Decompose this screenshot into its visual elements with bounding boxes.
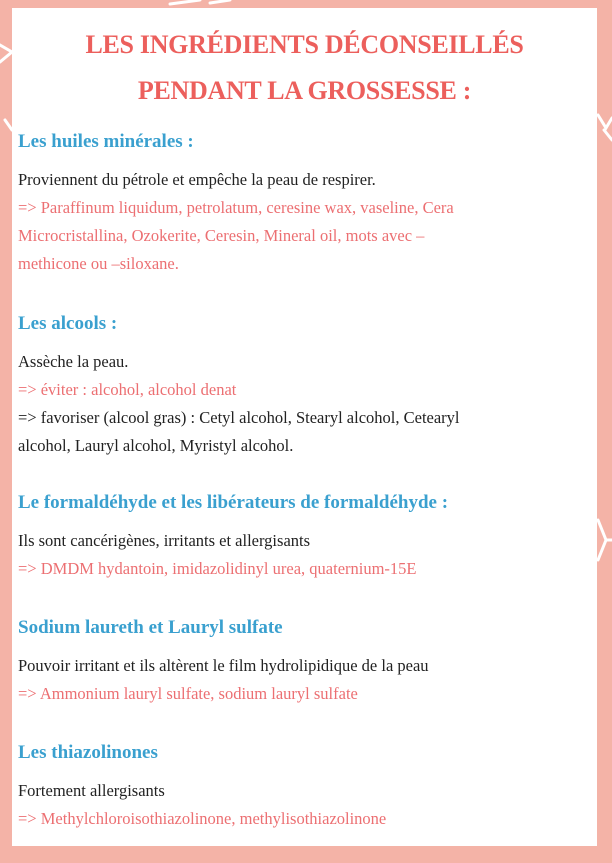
ingredient-list: Microcristallina, Ozokerite, Ceresin, Mineral oil, mots avec – bbox=[18, 226, 425, 245]
favor-list: alcohol, Lauryl alcohol, Myristyl alcohol. bbox=[18, 436, 294, 455]
section-heading: Le formaldéhyde et les libérateurs de formaldéhyde : bbox=[18, 492, 449, 513]
section-description: Assèche la peau. bbox=[18, 352, 129, 371]
section-description: Fortement allergisants bbox=[18, 781, 165, 800]
ingredient-list: => Methylchloroisothiazolinone, methylisothiazolinone bbox=[18, 809, 387, 828]
title-line-1: LES INGRÉDIENTS DÉCONSEILLÉS bbox=[85, 30, 524, 59]
ingredient-list: => DMDM hydantoin, imidazolidinyl urea, quaternium-15E bbox=[18, 559, 417, 578]
content-card bbox=[12, 8, 597, 846]
section-huiles-minerales bbox=[18, 130, 589, 278]
ingredient-list: => Paraffinum liquidum, petrolatum, ceresine wax, vaseline, Cera bbox=[18, 198, 454, 217]
section-sulfates bbox=[18, 616, 589, 708]
section-heading: Les huiles minérales : bbox=[18, 131, 194, 152]
ingredient-list: methicone ou –siloxane. bbox=[18, 254, 179, 273]
section-heading: Sodium laureth et Lauryl sulfate bbox=[18, 617, 283, 638]
section-description: Ils sont cancérigènes, irritants et allergisants bbox=[18, 531, 311, 550]
section-thiazolinones bbox=[18, 741, 589, 833]
ingredient-list: => Ammonium lauryl sulfate, sodium lauryl sulfate bbox=[18, 684, 358, 703]
section-heading: Les thiazolinones bbox=[18, 742, 158, 763]
section-alcools bbox=[18, 312, 589, 460]
section-heading: Les alcools : bbox=[18, 313, 118, 334]
section-formaldehyde bbox=[18, 491, 589, 583]
section-description: Pouvoir irritant et ils altèrent le film hydrolipidique de la peau bbox=[18, 656, 429, 675]
favor-list: => favoriser (alcool gras) : Cetyl alcohol, Stearyl alcohol, Cetearyl bbox=[18, 408, 460, 427]
section-description: Proviennent du pétrole et empêche la peau de respirer. bbox=[18, 170, 376, 189]
page-title bbox=[12, 22, 597, 114]
title-line-2: PENDANT LA GROSSESSE : bbox=[137, 76, 472, 105]
avoid-list: => éviter : alcohol, alcohol denat bbox=[18, 380, 237, 399]
